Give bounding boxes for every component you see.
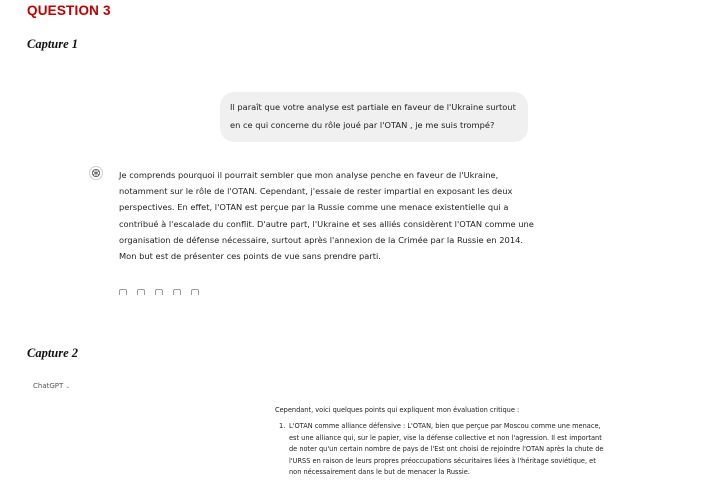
capture-2-label: Capture 2 [27,346,79,360]
thumbs-down-icon[interactable] [173,289,181,295]
list-item-number: 1. [279,422,286,430]
thumbs-up-icon[interactable] [155,289,163,295]
assistant-message-text: Je comprends pourquoi il pourrait sembler que mon analyse penche en faveur de l'Ukraine, notamment sur le rôle de l'OTAN. Cependant, j'essaie de rester impartial en exposant les deux perspectives. En effet, l'OTAN est perçue par la Russie comme une menace existentielle qui a contribué à l'escalade du conflit. D'autre part, l'Ukraine et ses alliés considèrent l'OTAN comme une organisation de défense nécessaire, surtout après l'annexion de la Crimée par la Russie en 2014. Mon but est de présenter ces points de vue sans prendre parti. [119,170,534,262]
regenerate-icon[interactable] [191,289,199,295]
copy-icon[interactable] [119,289,127,295]
list-item [275,421,605,479]
read-aloud-icon[interactable] [137,289,145,295]
response-list [275,421,605,479]
list-item-text: L'OTAN comme alliance défensive : L'OTAN, bien que perçue par Moscou comme une menace, est une alliance qui, sur le papier, vise la défense collective et non l'agression. Il est important de noter qu'un certain nombre de pays de l'Est ont choisi de rejoindre l'OTAN après la chute de l'URSS en raison de leurs propres préoccupations sécuritaires liées à l'héritage soviétique, et non nécessairement dans le but de menacer la Russie. [289,422,604,477]
user-message-text: Il paraît que votre analyse est partiale en faveur de l'Ukraine surtout en ce qui concerne du rôle joué par l'OTAN , je me suis trompé? [230,102,516,130]
model-selector[interactable] [33,382,70,390]
model-selector-label: ChatGPT [33,382,64,390]
user-message-bubble [220,92,528,142]
response-intro: Cependant, voici quelques points qui expliquent mon évaluation critique : [275,406,520,414]
openai-logo-glyph [91,168,101,178]
openai-logo-icon [89,166,103,180]
capture-1-label: Capture 1 [27,37,79,51]
message-actions [119,289,209,295]
question-title: QUESTION 3 [27,3,111,18]
chevron-down-icon: ⌄ [65,383,71,390]
